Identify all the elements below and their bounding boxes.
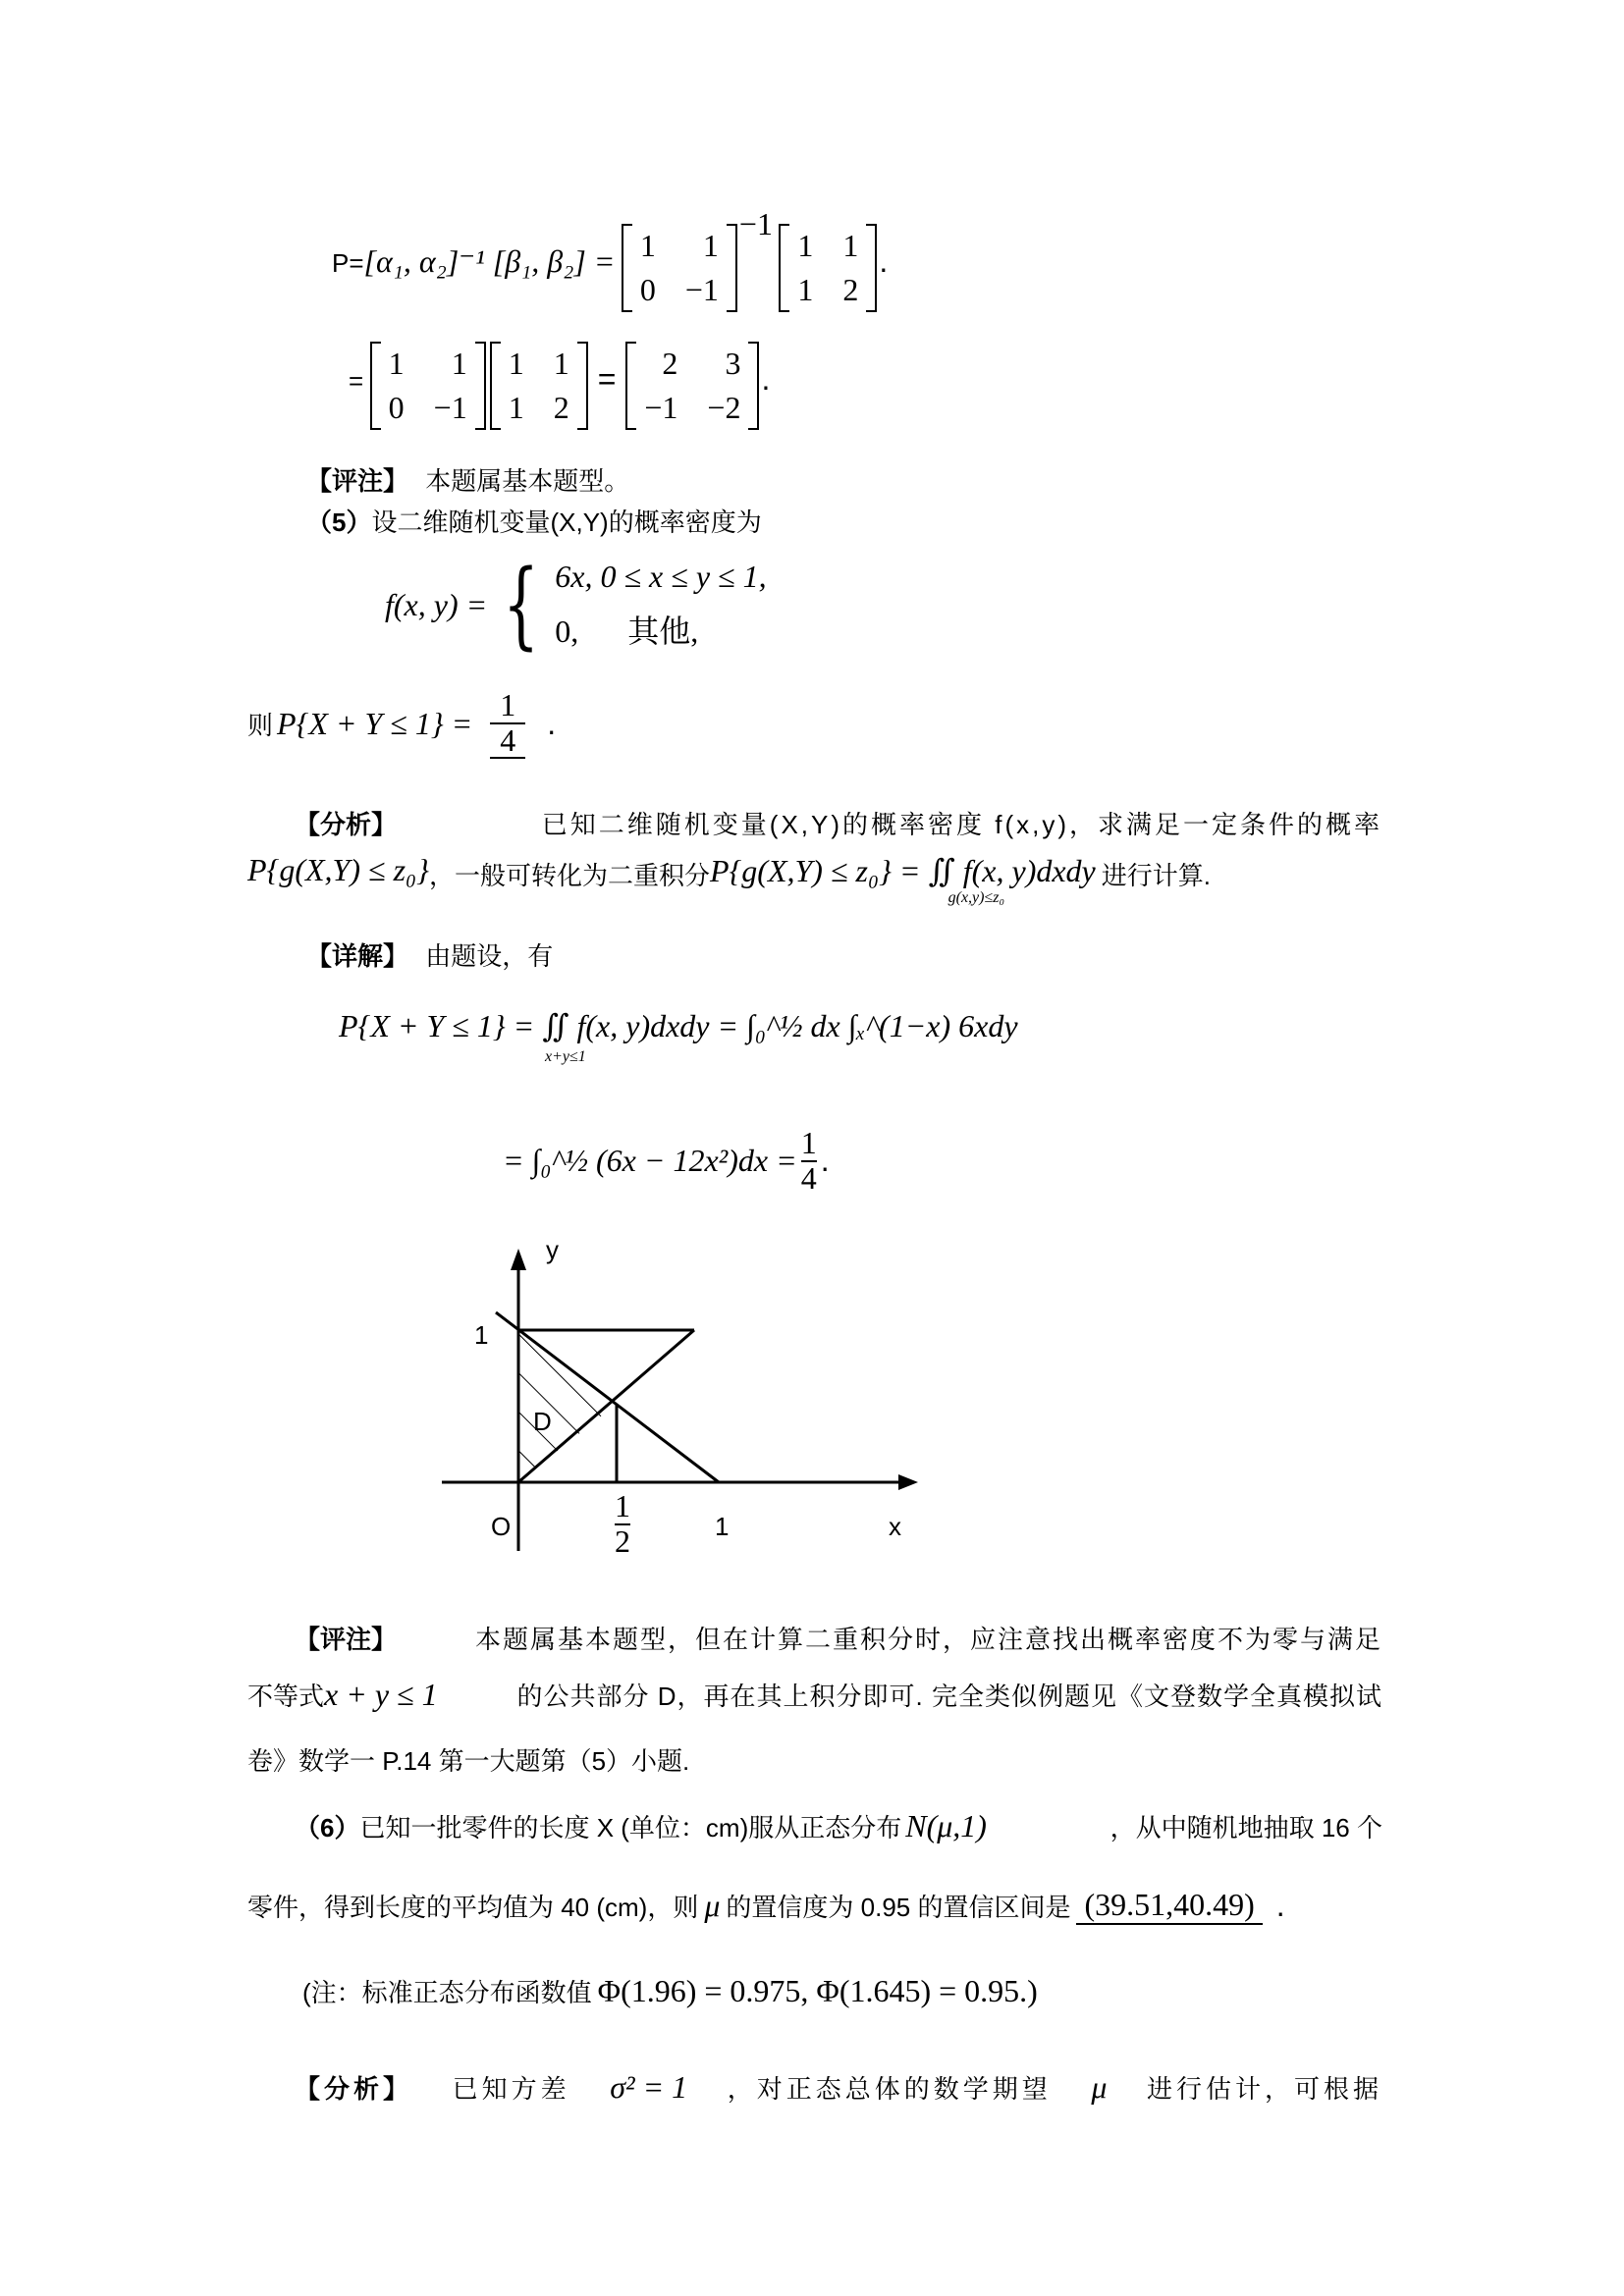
matrix-B <box>779 224 877 312</box>
detail-5 <box>306 936 553 973</box>
matrix-end: . <box>879 243 889 279</box>
matrix2-A <box>370 342 486 430</box>
ask-prefix: 则 <box>247 711 274 741</box>
comment-5-text-2a: 不等式 <box>247 1682 325 1711</box>
analysis-6-text-c: 进行估计，可根据 <box>1146 2074 1382 2104</box>
matrix-cell: −1 <box>684 271 719 307</box>
question-6-note <box>302 1973 1038 2009</box>
piecewise-function <box>385 550 767 660</box>
analysis-6-mu: μ <box>1091 2069 1108 2105</box>
matrix-cell: 1 <box>508 390 524 425</box>
analysis-6-text-a: 已知方差 <box>452 2074 570 2104</box>
matrix-cell: 1 <box>508 346 524 381</box>
figure-y-tick: 1 <box>474 1320 489 1350</box>
ask-end: . <box>547 706 557 742</box>
question-6-line1 <box>295 1808 1382 1844</box>
analysis-5-line1 <box>295 805 1382 841</box>
q6-label: （6） <box>295 1813 360 1842</box>
comment-5-line1 <box>295 1620 1382 1656</box>
function-lhs: f(x, y) = <box>385 586 488 622</box>
figure-origin-label: O <box>491 1512 512 1541</box>
matrix-cell: 1 <box>797 271 814 307</box>
matrix-cell: 2 <box>662 346 678 381</box>
matrix-exponent: −1 <box>738 206 773 241</box>
comment-5-text-2b: 的公共部分 D，再在其上积分即可. 完全类似例题见《文登数学全真模拟试 <box>516 1682 1382 1711</box>
comment-5-text-3: 卷》数学一 P.14 第一大题第（5）小题. <box>247 1746 690 1776</box>
q6-answer: (39.51,40.49) <box>1076 1887 1262 1925</box>
analysis-6 <box>295 2069 1382 2106</box>
q6-text-2b: 的置信度为 0.95 的置信区间是 <box>726 1893 1071 1922</box>
analysis-expr-1: P{g(X,Y) ≤ z₀} <box>247 852 429 887</box>
analysis-tag: 【分析】 <box>295 810 398 839</box>
question-text: 设二维随机变量(X,Y)的概率密度为 <box>371 507 762 537</box>
matrix-cell: −2 <box>707 390 741 425</box>
matrix-cell: 3 <box>725 346 741 381</box>
case-2-condition: 其他, <box>627 613 699 649</box>
case-2-value: 0, <box>555 613 579 649</box>
comment-text: 本题属基本题型。 <box>425 466 630 496</box>
comment-5-inequality: x + y ≤ 1 <box>324 1677 438 1712</box>
q6-note-prefix: (注：标准正态分布函数值 <box>302 1978 592 2007</box>
analysis-6-text-b: ，对正态总体的数学期望 <box>727 2074 1052 2104</box>
q6-text-1b: ，从中随机地抽取 16 个 <box>1110 1813 1382 1842</box>
comment-5-line2 <box>247 1677 1382 1713</box>
analysis-6-tag: 【分析】 <box>295 2074 413 2104</box>
comment-5-text-1: 本题属基本题型，但在计算二重积分时，应注意找出概率密度不为零与满足 <box>474 1625 1382 1654</box>
matrix-equation-2: = 1 1 0 −1 1 1 1 2 = 2 3 −1 −2 . <box>349 342 770 430</box>
half-numerator: 1 <box>615 1488 630 1523</box>
figure-x-label: x <box>889 1512 901 1541</box>
x-axis-arrow <box>898 1474 918 1490</box>
matrix-cell: 1 <box>797 227 814 263</box>
q6-mu: μ <box>704 1888 721 1923</box>
question-5-ask <box>247 689 556 759</box>
question-6-line2 <box>247 1887 1285 1925</box>
detail-line-2 <box>503 1127 830 1195</box>
analysis-6-variance: σ² = 1 <box>610 2069 688 2105</box>
figure-region-label: D <box>533 1407 552 1436</box>
matrix-cell: 1 <box>451 346 467 381</box>
detail-end: . <box>820 1143 830 1179</box>
q6-note-expression: Φ(1.96) = 0.975, Φ(1.645) = 0.95.) <box>597 1973 1038 2008</box>
matrix-cell: 0 <box>639 271 656 307</box>
detail-numerator: 1 <box>800 1125 817 1160</box>
analysis-expr-2: P{g(X,Y) ≤ z₀} = ∬ f(x, y)dxdy <box>709 853 1096 888</box>
analysis-5-line2 <box>247 852 1211 907</box>
matrix2-B <box>490 342 588 430</box>
ask-expression: P{X + Y ≤ 1} = <box>277 706 473 742</box>
comment-tag: 【评注】 <box>306 466 409 496</box>
matrix2-C <box>625 342 759 430</box>
matrix-prefix: P= <box>332 248 364 278</box>
detail-expression-2: = ∫₀^½ (6x − 12x²)dx = <box>503 1143 797 1179</box>
detail-fraction <box>801 1127 817 1195</box>
figure-half-label <box>615 1490 630 1558</box>
matrix-cell: 0 <box>388 390 405 425</box>
matrix-lhs: [α₁, α₂]⁻¹ [β₁, β₂] = <box>363 243 616 279</box>
comment-5-line3 <box>247 1741 689 1778</box>
question-label: （5） <box>306 507 372 537</box>
answer-numerator: 1 <box>500 687 516 722</box>
detail-text: 由题设，有 <box>425 941 554 971</box>
matrix-cell: 1 <box>702 227 719 263</box>
y-axis-arrow <box>511 1249 526 1270</box>
detail-denominator: 4 <box>800 1159 817 1196</box>
matrix-cell: 2 <box>842 271 859 307</box>
matrix-cell: −1 <box>433 390 467 425</box>
analysis-text-2: ，一般可转化为二重积分 <box>428 861 710 890</box>
q6-distribution: N(μ,1) <box>905 1808 987 1843</box>
comment-1 <box>306 461 629 498</box>
matrix-cell: 1 <box>639 227 656 263</box>
matrix-cell: −1 <box>644 390 678 425</box>
q6-end: . <box>1275 1888 1285 1923</box>
figure-y-label: y <box>546 1235 559 1264</box>
matrix2-end: . <box>761 361 771 398</box>
half-denominator: 2 <box>615 1522 630 1559</box>
matrix-cell: 1 <box>553 346 569 381</box>
matrix-cell: 1 <box>842 227 859 263</box>
analysis-expr-2-subscript: g(x,y)≤z₀ <box>947 889 1005 906</box>
answer-fraction <box>490 689 525 759</box>
figure-x-tick: 1 <box>715 1512 730 1541</box>
comment-5-tag: 【评注】 <box>295 1625 398 1654</box>
matrix-cell: 2 <box>553 390 569 425</box>
detail-line-1 <box>339 1007 1018 1066</box>
matrix-equation-1 <box>332 206 888 312</box>
matrix-cell: 1 <box>388 346 405 381</box>
analysis-text-1: 已知二维随机变量(X,Y)的概率密度 f(x,y)，求满足一定条件的概率 <box>541 810 1382 839</box>
detail-expression-1: P{X + Y ≤ 1} = ∬ f(x, y)dxdy = ∫₀^½ dx ∫ₓ^(1−x) 6xdy <box>339 1008 1018 1043</box>
answer-denominator: 4 <box>490 724 525 760</box>
question-5 <box>306 503 762 539</box>
brace: { <box>503 550 540 660</box>
analysis-text-3: 进行计算. <box>1101 861 1211 890</box>
case-1: 6x, 0 ≤ x ≤ y ≤ 1, <box>555 558 767 594</box>
q6-text-2a: 零件，得到长度的平均值为 40 (cm)，则 <box>247 1893 699 1922</box>
matrix-A <box>622 224 737 312</box>
detail-tag: 【详解】 <box>306 941 409 971</box>
q6-text-1a: 已知一批零件的长度 X (单位：cm)服从正态分布 <box>359 1813 902 1842</box>
detail-expression-1-subscript: x+y≤1 <box>545 1048 586 1065</box>
matrix2-prefix: = <box>349 366 364 397</box>
